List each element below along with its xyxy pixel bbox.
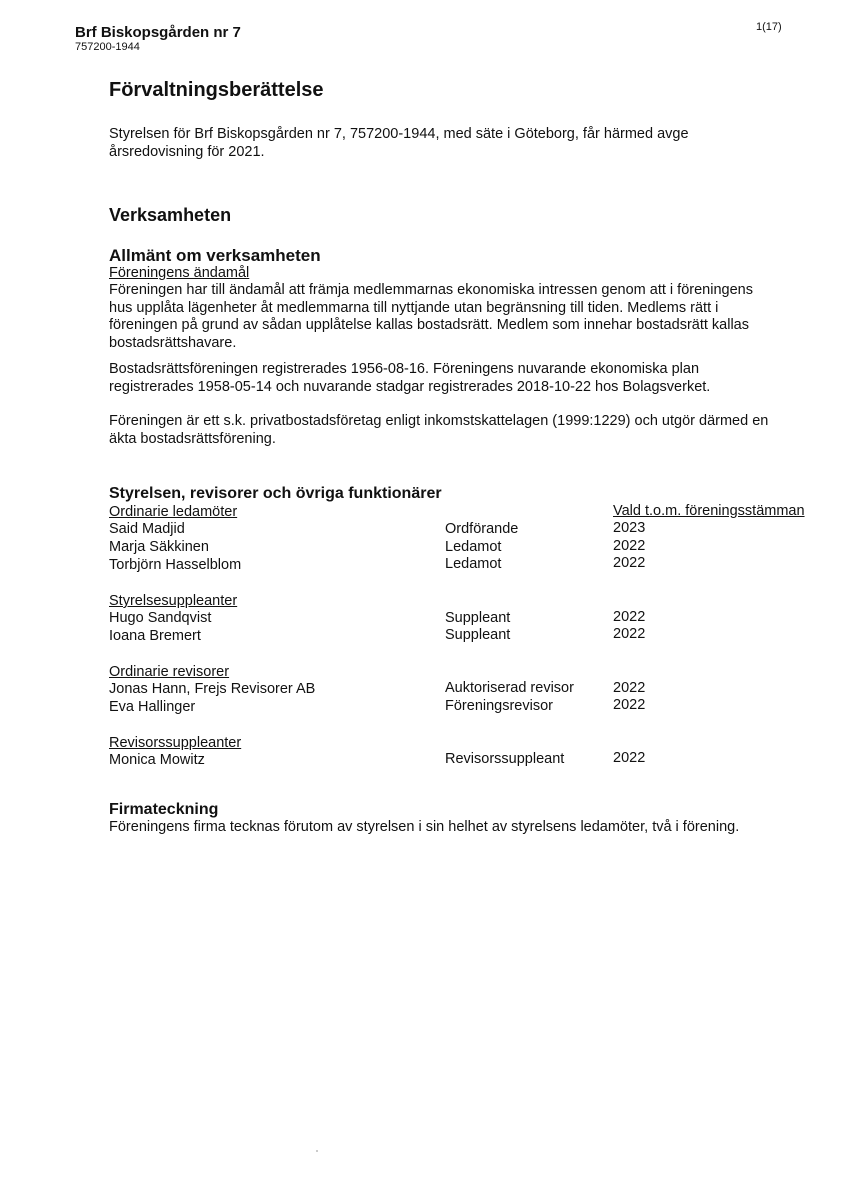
firmateckning-paragraph: Föreningens firma tecknas förutom av styrelsen i sin helhet av styrelsens ledamöter, två i förening. — [109, 819, 740, 835]
subheading-andamal: Föreningens ändamål — [109, 265, 250, 281]
org-name: Brf Biskopsgården nr 7 — [75, 24, 241, 41]
registration-paragraph: Bostadsrättsföreningen registrerades 1956-08-16. Föreningens nuvarande ekonomiska plan registrerades 1958-05-14 och nuvarande stadgar registrerades 2018-10-22 hos Bolagsverket. — [109, 361, 711, 395]
member-name: Torbjörn Hasselblom — [109, 557, 242, 573]
member-year: 2022 — [613, 538, 646, 554]
intro-paragraph: Styrelsen för Brf Biskopsgården nr 7, 757200-1944, med säte i Göteborg, får härmed avge årsredovisning för 2021. — [109, 126, 689, 160]
member-name: Hugo Sandqvist — [109, 610, 212, 626]
section-heading-firmateckning: Firmateckning — [109, 801, 219, 818]
tax-paragraph: Föreningen är ett s.k. privatbostadsföretag enligt inkomstskattelagen (1999:1229) och utgör därmed en äkta bostadsrättsförening. — [109, 413, 769, 447]
member-name: Ioana Bremert — [109, 628, 201, 644]
member-year: 2022 — [613, 697, 646, 713]
page-title: Förvaltningsberättelse — [109, 79, 324, 101]
section-heading-styrelsen: Styrelsen, revisorer och övriga funktionärer — [109, 485, 442, 502]
scan-speck — [316, 1150, 318, 1152]
member-year: 2022 — [613, 555, 646, 571]
member-role: Suppleant — [445, 627, 511, 643]
member-year: 2022 — [613, 750, 646, 766]
group-label-ordinarie-ledamoter: Ordinarie ledamöter — [109, 504, 238, 520]
member-year: 2022 — [613, 626, 646, 642]
member-role: Auktoriserad revisor — [445, 680, 574, 696]
org-number: 757200-1944 — [75, 41, 140, 53]
member-name: Said Madjid — [109, 521, 185, 537]
member-role: Ledamot — [445, 556, 502, 572]
member-role: Ledamot — [445, 539, 502, 555]
member-name: Monica Mowitz — [109, 752, 205, 768]
year-column-header: Vald t.o.m. föreningsstämman — [613, 503, 805, 519]
member-name: Eva Hallinger — [109, 699, 196, 715]
subsection-heading-allmant: Allmänt om verksamheten — [109, 246, 321, 265]
member-year: 2022 — [613, 609, 646, 625]
member-role: Revisorssuppleant — [445, 751, 565, 767]
purpose-paragraph: Föreningen har till ändamål att främja medlemmarnas ekonomiska intressen genom att i föreningens hus upplåta lägenheter åt medlemmarna till nyttjande utan begränsning till tiden. Medlems rätt i föreningen på grund av sådan upplåtelse kallas bostadsrätt. Medlem som innehar bostadsrätt kallas bostadsrättshavare. — [109, 282, 753, 352]
member-name: Jonas Hann, Frejs Revisorer AB — [109, 681, 316, 697]
member-role: Suppleant — [445, 610, 511, 626]
member-year: 2022 — [613, 680, 646, 696]
member-role: Ordförande — [445, 521, 519, 537]
member-name: Marja Säkkinen — [109, 539, 209, 555]
page-number: 1(17) — [756, 21, 782, 33]
member-role: Föreningsrevisor — [445, 698, 553, 714]
group-label-revisorssuppleanter: Revisorssuppleanter — [109, 735, 242, 751]
group-label-ordinarie-revisorer: Ordinarie revisorer — [109, 664, 230, 680]
member-year: 2023 — [613, 520, 646, 536]
group-label-styrelsesuppleanter: Styrelsesuppleanter — [109, 593, 238, 609]
section-heading-verksamheten: Verksamheten — [109, 205, 232, 225]
